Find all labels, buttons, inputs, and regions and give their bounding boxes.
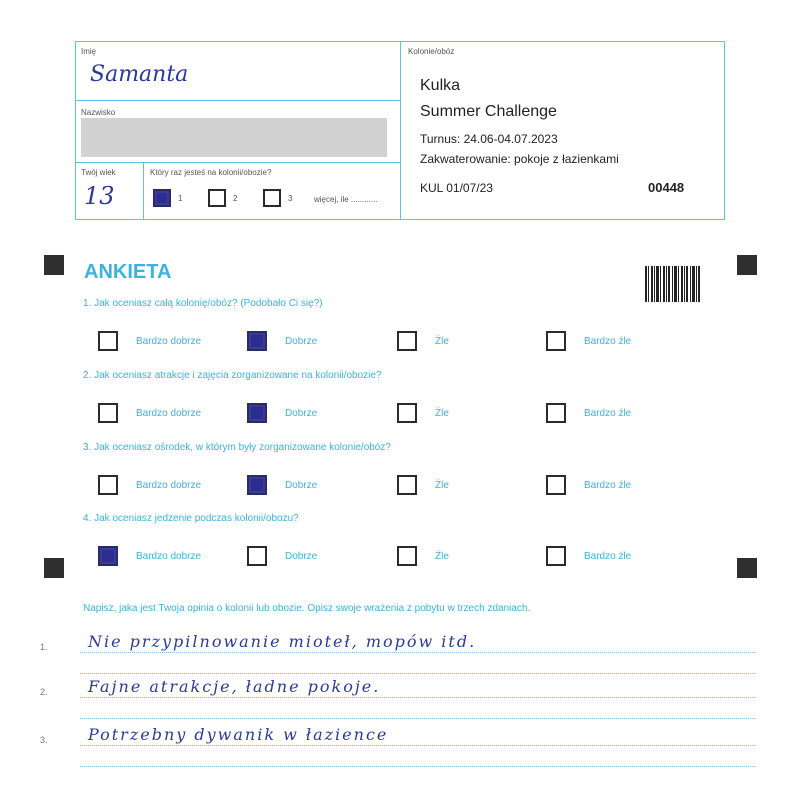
rating-option-label: Źle: [435, 551, 449, 562]
rating-checkbox[interactable]: [546, 331, 566, 351]
rating-checkbox[interactable]: [397, 546, 417, 566]
barcode-icon: [645, 266, 700, 302]
question-text: 2. Jak oceniasz atrakcje i zajęcia zorganizowane na kolonii/obozie?: [83, 370, 382, 381]
answer-handwriting[interactable]: Potrzebny dywanik w łazience: [88, 725, 389, 744]
first-name-label: Imię: [81, 47, 97, 56]
answer-handwriting[interactable]: Nie przypilnowanie mioteł, mopów itd.: [88, 632, 477, 651]
header-age-divider: [143, 162, 144, 220]
camp-name: Kulka: [420, 77, 461, 94]
question-text: 3. Jak oceniasz ośrodek, w którym były zorganizowane kolonie/obóz?: [83, 442, 391, 453]
rating-checkbox[interactable]: [397, 475, 417, 495]
camp-title: Summer Challenge: [420, 103, 557, 120]
rating-option-label: Dobrze: [285, 551, 318, 562]
answer-handwriting[interactable]: Fajne atrakcje, ładne pokoje.: [88, 677, 381, 696]
rating-checkbox[interactable]: [247, 475, 267, 495]
answer-number: 1.: [40, 642, 48, 652]
rating-option-label: Dobrze: [285, 408, 318, 419]
turnus-text: Turnus: 24.06-04.07.2023: [420, 132, 558, 146]
answer-line: [80, 745, 755, 746]
header-row-line: [75, 162, 400, 163]
rating-option-label: Dobrze: [285, 336, 318, 347]
visit-count-checkbox[interactable]: [263, 189, 281, 207]
header-divider: [400, 41, 401, 220]
rating-checkbox[interactable]: [98, 331, 118, 351]
form-number: 00448: [648, 180, 685, 195]
rating-checkbox[interactable]: [397, 403, 417, 423]
registration-marker: [737, 255, 757, 275]
answer-line: [80, 652, 755, 653]
question-text: 1. Jak oceniasz całą kolonię/obóz? (Podobało Ci się?): [83, 298, 323, 309]
registration-marker: [44, 255, 64, 275]
rating-checkbox[interactable]: [98, 546, 118, 566]
rating-option-label: Źle: [435, 336, 449, 347]
answer-line: [80, 718, 755, 719]
rating-option-label: Dobrze: [285, 480, 318, 491]
rating-checkbox[interactable]: [98, 475, 118, 495]
rating-checkbox[interactable]: [546, 546, 566, 566]
visit-count-option-label: 3: [288, 194, 293, 203]
rating-checkbox[interactable]: [247, 331, 267, 351]
rating-option-label: Źle: [435, 408, 449, 419]
rating-option-label: Bardzo dobrze: [136, 551, 202, 562]
rating-checkbox[interactable]: [247, 403, 267, 423]
rating-checkbox[interactable]: [98, 403, 118, 423]
visit-count-label: Który raz jesteś na kolonii/obozie?: [150, 168, 272, 177]
visit-count-option-label: 1: [178, 194, 183, 203]
camp-code: KUL 01/07/23: [420, 181, 493, 195]
camp-label: Kolonie/obóz: [408, 47, 455, 56]
answer-line: [80, 766, 755, 767]
last-name-redacted[interactable]: [81, 118, 387, 157]
rating-option-label: Bardzo źle: [584, 336, 632, 347]
answer-line: [80, 673, 755, 674]
rating-option-label: Bardzo źle: [584, 551, 632, 562]
answer-number: 3.: [40, 735, 48, 745]
first-name-value[interactable]: Samanta: [90, 62, 189, 87]
visit-count-checkbox[interactable]: [208, 189, 226, 207]
rating-option-label: Źle: [435, 480, 449, 491]
answer-number: 2.: [40, 687, 48, 697]
opinion-prompt: Napisz, jaka jest Twoja opinia o kolonii lub obozie. Opisz swoje wrażenia z pobytu w trzech zdaniach.: [83, 603, 531, 614]
rating-checkbox[interactable]: [546, 403, 566, 423]
more-times-label: więcej, ile ............: [314, 195, 378, 204]
header-row-line: [75, 100, 400, 101]
age-value[interactable]: 13: [84, 182, 115, 210]
accommodation-text: Zakwaterowanie: pokoje z łazienkami: [420, 152, 619, 166]
registration-marker: [737, 558, 757, 578]
last-name-label: Nazwisko: [81, 108, 116, 117]
rating-option-label: Bardzo dobrze: [136, 408, 202, 419]
rating-option-label: Bardzo dobrze: [136, 336, 202, 347]
rating-option-label: Bardzo dobrze: [136, 480, 202, 491]
rating-checkbox[interactable]: [546, 475, 566, 495]
visit-count-option-label: 2: [233, 194, 238, 203]
question-text: 4. Jak oceniasz jedzenie podczas kolonii/obozu?: [83, 513, 299, 524]
rating-option-label: Bardzo źle: [584, 408, 632, 419]
survey-title: ANKIETA: [84, 261, 172, 283]
age-label: Twój wiek: [81, 168, 116, 177]
rating-checkbox[interactable]: [247, 546, 267, 566]
registration-marker: [44, 558, 64, 578]
answer-line: [80, 697, 755, 698]
rating-option-label: Bardzo źle: [584, 480, 632, 491]
visit-count-checkbox[interactable]: [153, 189, 171, 207]
rating-checkbox[interactable]: [397, 331, 417, 351]
